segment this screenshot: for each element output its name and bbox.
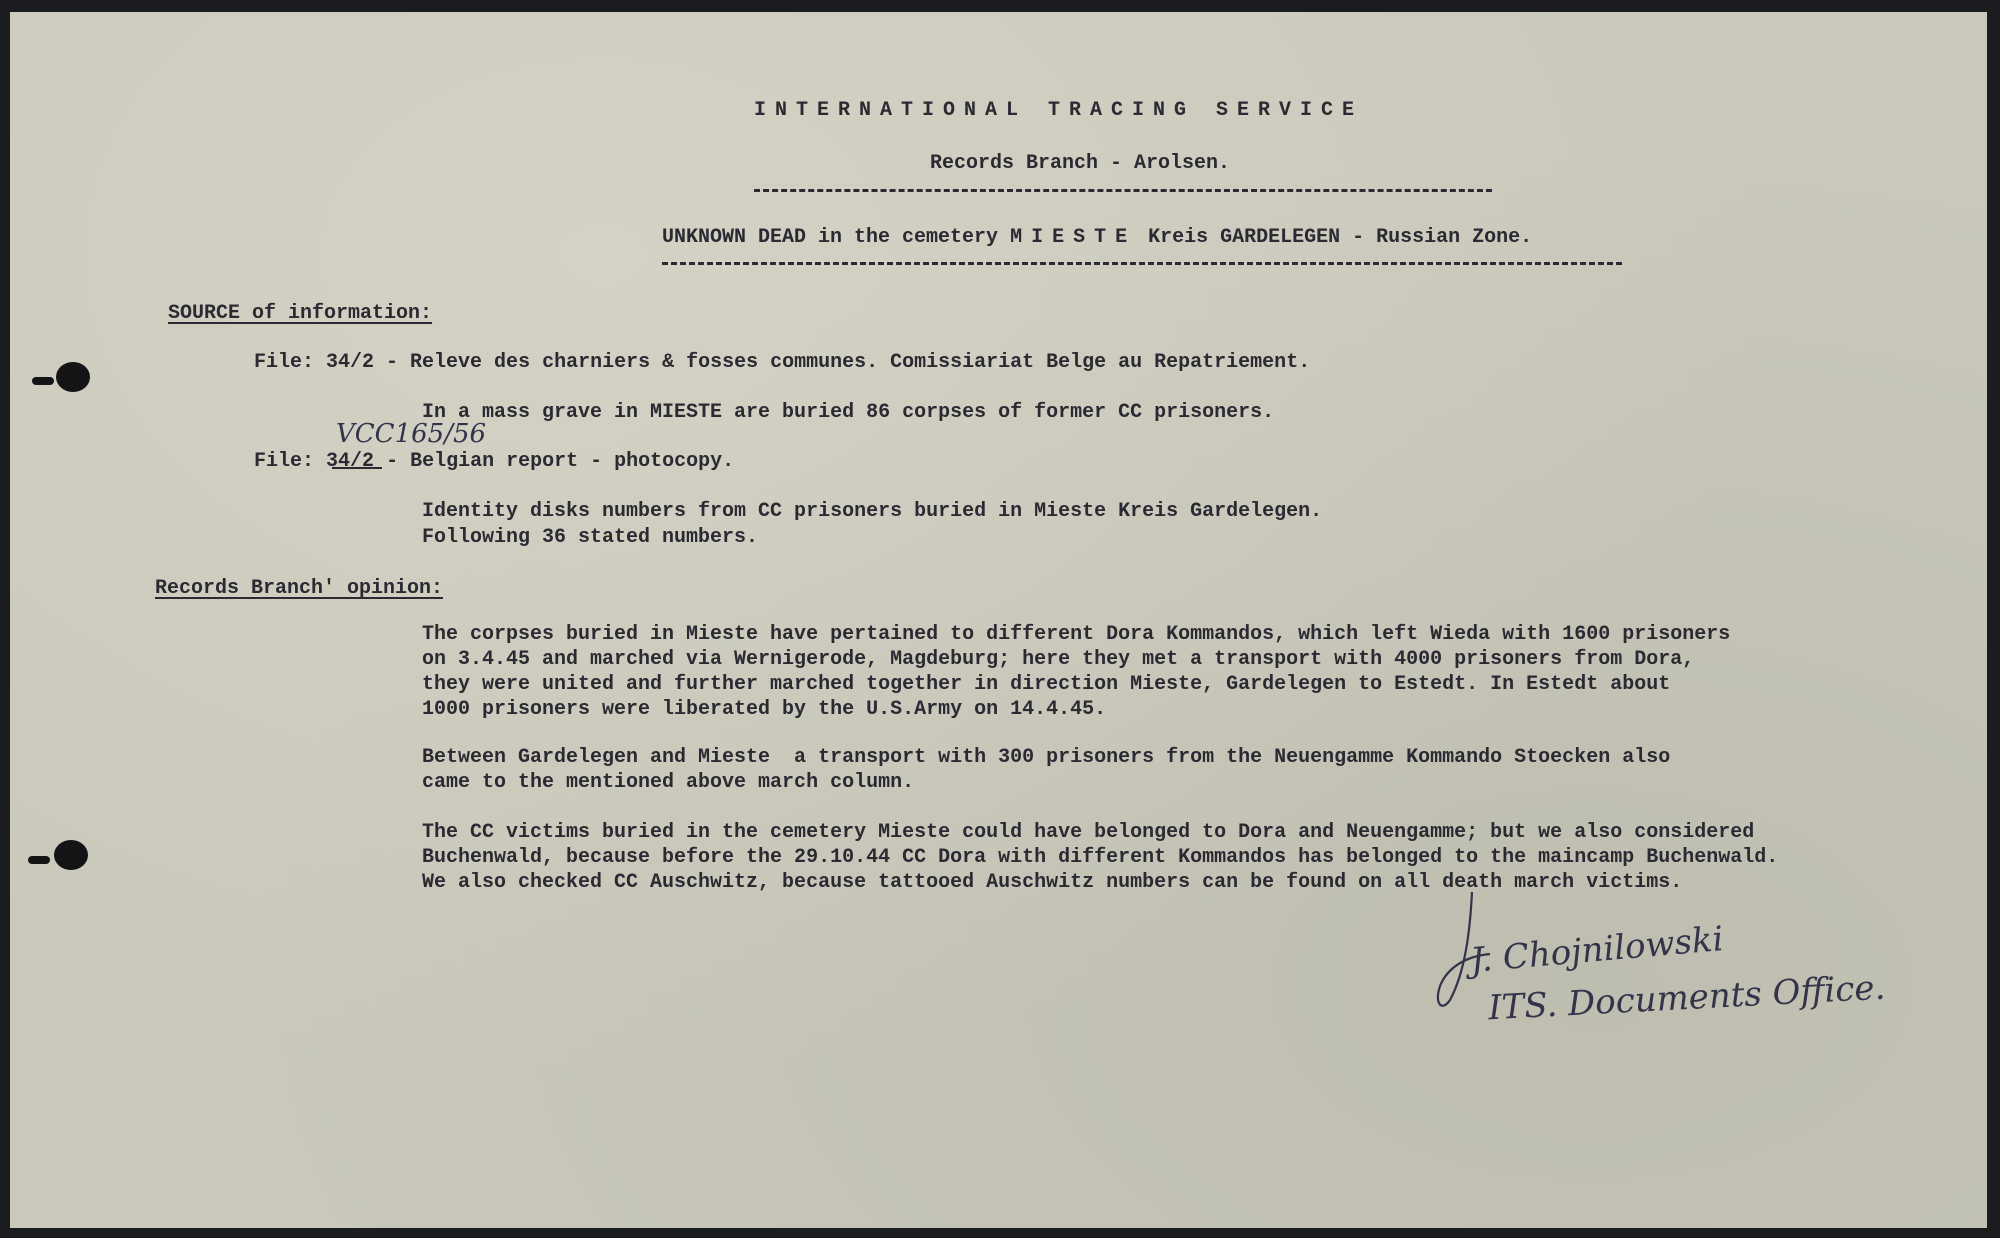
paragraph-line: The CC victims buried in the cemetery Mieste could have belonged to Dora and Neuengamme; but we also considered — [422, 821, 1755, 844]
file-1-label: File: — [254, 351, 315, 374]
subject-rule — [662, 262, 1622, 265]
source-file-2 — [254, 450, 734, 474]
header-organization: INTERNATIONAL TRACING SERVICE — [754, 99, 1364, 122]
file-2-strikethrough — [332, 467, 382, 469]
paragraph-line: We also checked CC Auschwitz, because tattooed Auschwitz numbers can be found on all death march victims. — [422, 871, 1683, 894]
paragraph-line: Between Gardelegen and Mieste a transport with 300 prisoners from the Neuengamme Kommando Stoecken also — [422, 746, 1671, 769]
source-file-2-note-2: Following 36 stated numbers. — [422, 526, 759, 549]
file-2-text: - Belgian report - photocopy. — [386, 450, 735, 473]
subject-prefix: UNKNOWN DEAD in the cemetery — [662, 226, 1011, 249]
subject-place: MIESTE — [1010, 226, 1137, 249]
handwritten-file-number: VCC165/56 — [336, 419, 487, 449]
file-2-number-struck: 34/2 — [326, 450, 375, 473]
signature-title: ITS. Documents Office. — [1487, 967, 1887, 1029]
source-file-1-note: In a mass grave in MIESTE are buried 86 corpses of former CC prisoners. — [422, 401, 1275, 424]
paragraph-line: came to the mentioned above march column. — [422, 771, 915, 794]
source-file-2-note-1: Identity disks numbers from CC prisoners buried in Mieste Kreis Gardelegen. — [422, 500, 1323, 523]
subject-suffix: Kreis GARDELEGEN - Russian Zone. — [1136, 226, 1533, 249]
paragraph-line: they were united and further marched together in direction Mieste, Gardelegen to Estedt. In Estedt about — [422, 673, 1671, 696]
punch-hole-top — [56, 362, 90, 392]
header-branch: Records Branch - Arolsen. — [930, 152, 1231, 175]
paragraph-line: The corpses buried in Mieste have pertained to different Dora Kommandos, which left Wieda with 1600 prisoners — [422, 623, 1731, 646]
document-subject — [662, 226, 1532, 250]
paragraph-line: on 3.4.45 and marched via Wernigerode, Magdeburg; here they met a transport with 4000 prisoners from Dora, — [422, 648, 1695, 671]
punch-hole-top-tear — [32, 377, 54, 385]
punch-hole-bottom-tear — [28, 856, 50, 864]
paragraph-line: Buchenwald, because before the 29.10.44 CC Dora with different Kommandos has belonged to the maincamp Buchenwald. — [422, 846, 1779, 869]
opinion-heading: Records Branch' opinion: — [155, 577, 444, 600]
document-sheet — [10, 12, 1987, 1228]
punch-hole-bottom — [54, 840, 88, 870]
file-2-label: File: — [254, 450, 315, 473]
paragraph-line: 1000 prisoners were liberated by the U.S.Army on 14.4.45. — [422, 698, 1107, 721]
signature-name: J. Chojnilowski — [1468, 919, 1725, 981]
source-file-1 — [254, 351, 1310, 375]
file-1-text: 34/2 - Releve des charniers & fosses communes. Comissiariat Belge au Repatriement. — [326, 351, 1311, 374]
source-heading: SOURCE of information: — [168, 302, 433, 325]
header-rule — [754, 189, 1492, 192]
